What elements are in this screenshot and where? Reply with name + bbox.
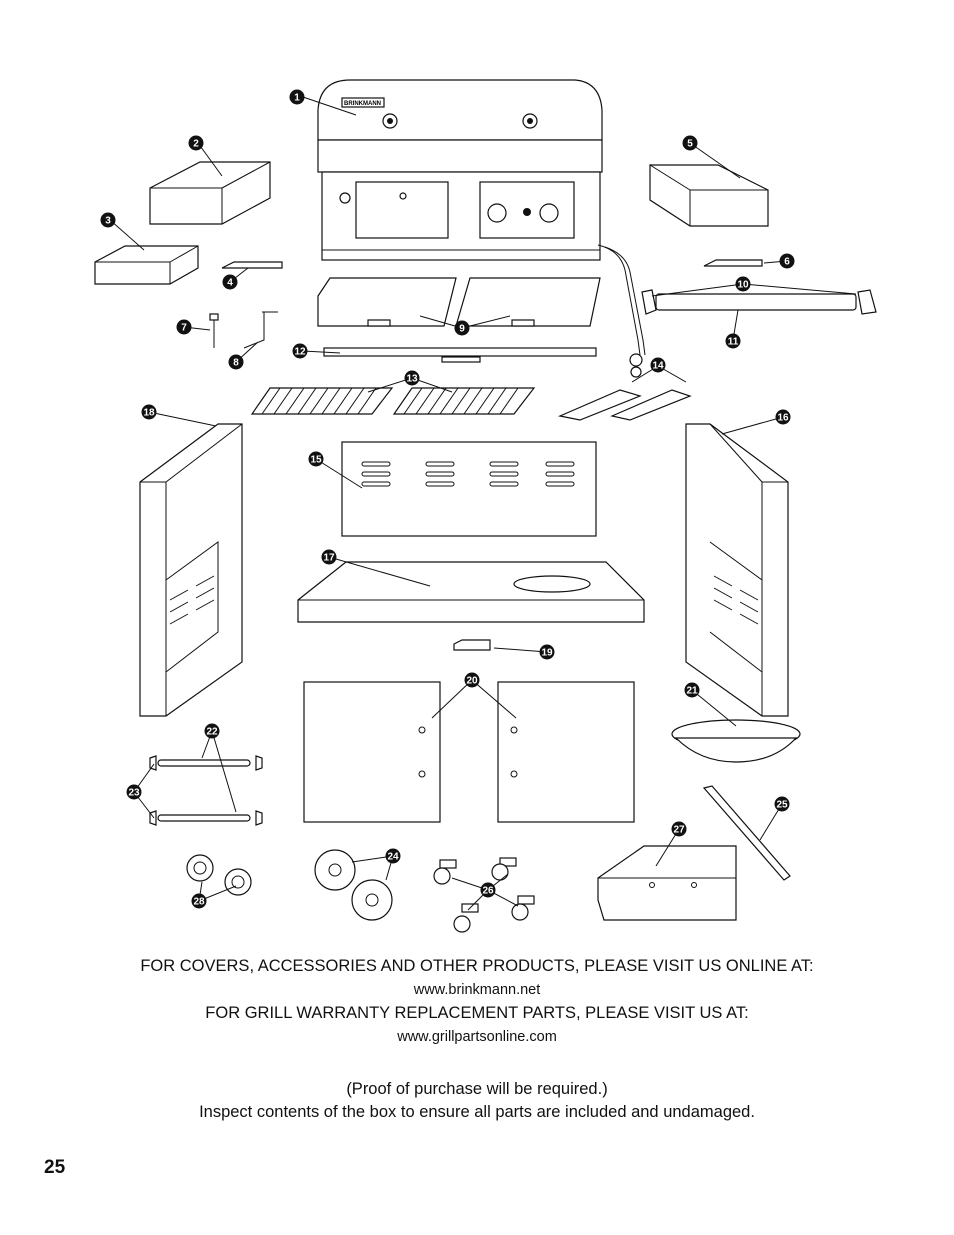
- part-left-side-shelf-top: [150, 162, 270, 224]
- callout-19: [540, 645, 555, 660]
- callout-17: [322, 550, 337, 565]
- callout-24: [386, 849, 401, 864]
- callout-28: [192, 894, 207, 909]
- part-left-door: [304, 682, 440, 822]
- part-support-rods: [150, 756, 262, 825]
- inspect-contents-text: Inspect contents of the box to ensure all parts are included and undamaged.: [199, 1103, 755, 1121]
- callout-18: [142, 405, 157, 420]
- callout-12: [293, 344, 308, 359]
- svg-text:27: 27: [673, 824, 685, 836]
- page-number: 25: [44, 1157, 66, 1178]
- callout-6: [780, 254, 795, 269]
- svg-text:2: 2: [193, 138, 199, 150]
- callout-10: [736, 277, 751, 292]
- part-control-knobs: [187, 855, 251, 895]
- svg-text:24: 24: [387, 851, 399, 863]
- callout-26: [481, 883, 496, 898]
- part-right-side-shelf: [650, 165, 768, 226]
- svg-text:16: 16: [777, 412, 789, 424]
- brinkmann-url[interactable]: www.brinkmann.net: [413, 982, 541, 998]
- part-burner-boxes: [318, 278, 600, 326]
- callout-15: [309, 452, 324, 467]
- callout-11: [726, 334, 741, 349]
- svg-text:13: 13: [406, 373, 418, 385]
- svg-text:4: 4: [227, 277, 233, 289]
- part-19-clip: [454, 640, 490, 650]
- callout-3: [101, 213, 116, 228]
- covers-accessories-text: FOR COVERS, ACCESSORIES AND OTHER PRODUCTS, PLEASE VISIT US ONLINE AT:: [140, 957, 814, 975]
- svg-text:23: 23: [128, 787, 140, 799]
- svg-text:10: 10: [737, 279, 749, 291]
- callout-21: [685, 683, 700, 698]
- part-12-plate: [324, 348, 596, 362]
- svg-text:3: 3: [105, 215, 111, 227]
- svg-text:18: 18: [143, 407, 155, 419]
- callout-20: [465, 673, 480, 688]
- svg-text:5: 5: [687, 138, 693, 150]
- part-4-bracket: [222, 262, 282, 268]
- svg-text:6: 6: [784, 256, 790, 268]
- callout-27: [672, 822, 687, 837]
- svg-text:9: 9: [459, 323, 465, 335]
- part-grease-tray: [672, 720, 800, 762]
- part-right-door: [498, 682, 634, 822]
- callout-16: [776, 410, 791, 425]
- callout-14: [651, 358, 666, 373]
- svg-text:8: 8: [233, 357, 239, 369]
- part-lid-handle: [642, 290, 876, 314]
- svg-text:19: 19: [541, 647, 553, 659]
- svg-text:28: 28: [193, 896, 205, 908]
- svg-text:21: 21: [686, 685, 698, 697]
- callout-9: [455, 321, 470, 336]
- part-8-handle: [244, 312, 278, 348]
- part-heat-tents: [560, 390, 690, 420]
- grillparts-url[interactable]: www.grillpartsonline.com: [397, 1029, 557, 1045]
- part-back-panel: [342, 442, 596, 536]
- brand-label: BRINKMANN: [344, 101, 381, 107]
- callout-5: [683, 136, 698, 151]
- svg-text:20: 20: [466, 675, 478, 687]
- part-right-side-frame: [686, 424, 788, 716]
- svg-text:14: 14: [652, 360, 664, 372]
- callout-23: [127, 785, 142, 800]
- svg-text:1: 1: [294, 92, 300, 104]
- svg-text:11: 11: [727, 336, 739, 348]
- svg-text:17: 17: [323, 552, 335, 564]
- callout-13: [405, 371, 420, 386]
- callout-25: [775, 797, 790, 812]
- part-6-bracket: [704, 260, 762, 266]
- part-left-side-frame: [140, 424, 242, 716]
- callout-4: [223, 275, 238, 290]
- callout-2: [189, 136, 204, 151]
- svg-text:26: 26: [482, 885, 494, 897]
- warranty-parts-text: FOR GRILL WARRANTY REPLACEMENT PARTS, PLEASE VISIT US AT:: [205, 1004, 749, 1022]
- callout-1: [290, 90, 305, 105]
- callout-8: [229, 355, 244, 370]
- svg-text:15: 15: [310, 454, 322, 466]
- callout-7: [177, 320, 192, 335]
- part-27-panel: [598, 846, 736, 920]
- part-left-side-shelf: [95, 246, 198, 284]
- part-wheels: [315, 850, 392, 920]
- svg-text:7: 7: [181, 322, 187, 334]
- part-bottom-shelf: [298, 562, 644, 622]
- proof-of-purchase-text: (Proof of purchase will be required.): [346, 1080, 608, 1098]
- callout-22: [205, 724, 220, 739]
- part-cooking-grates: [252, 388, 534, 414]
- svg-text:22: 22: [206, 726, 218, 738]
- svg-text:12: 12: [294, 346, 306, 358]
- part-grill-head: [318, 80, 645, 377]
- svg-text:25: 25: [776, 799, 788, 811]
